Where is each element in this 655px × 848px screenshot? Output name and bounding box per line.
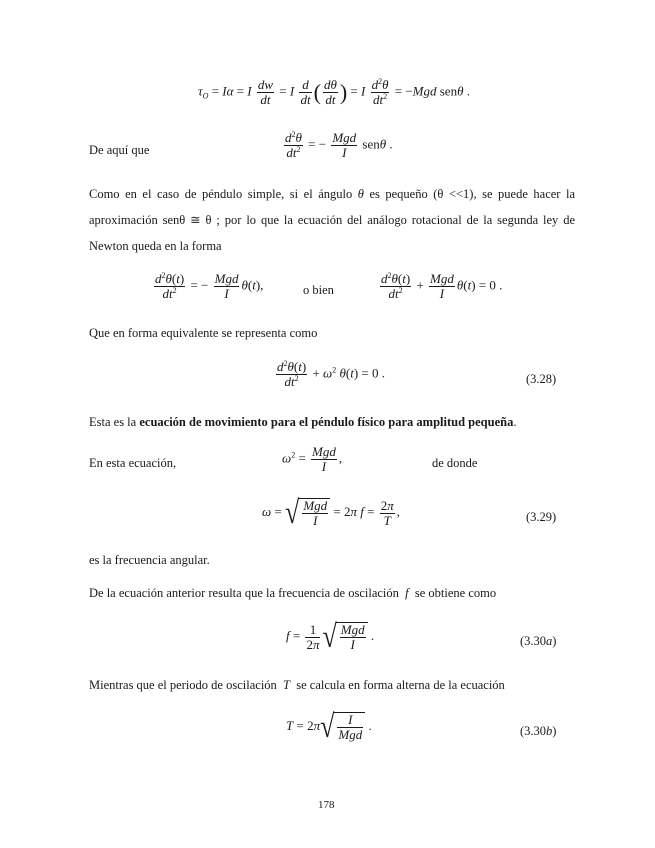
theta-small-inline: (θ <<1) (433, 187, 474, 201)
frecuencia-angular-text: es la frecuencia angular. (89, 553, 210, 567)
de-donde-text: de donde (432, 456, 478, 470)
equation-torque: $\tau_O = I\alpha = I$ $\frac{dw}{dt}$ = I $\frac{d}{dt}$ ( $\frac{d\theta}{dt}$ ) = I $\frac{d^2\theta}{dt^2}$ = −Mgd senθ . (198, 77, 470, 107)
equation-number-3-29: (3.29) (526, 510, 557, 524)
equation-number-3-28: (3.28) (526, 372, 557, 386)
equation-3-30b: T = 2π√ $\frac{I}{\text{Mgd}}$ . (286, 708, 372, 745)
equivalente-text: Que en forma equivalente se representa como (89, 326, 318, 340)
equation-3-28: $\frac{d^2\theta(t)}{dt^2}$ + $\omega^2$ θ(t) = 0 . (277, 359, 386, 389)
paragraph-aproximacion: Como en el caso de péndulo simple, si el ángulo θ es pequeño (θ <<1), se puede hacer la aproximación senθ ≅ θ ; por lo que la ecuación del análogo rotacional de la segunda ley de Newton queda en la forma (89, 187, 576, 253)
page-number: 178 (318, 799, 335, 811)
equation-omega-squared: $\omega^2$ = $\frac{\text{Mgd}}{I}$ , (282, 444, 343, 474)
en-esta-text: En esta ecuación, (89, 456, 177, 470)
o-bien-text: o bien (303, 283, 334, 297)
equation-number-3-30b: (3.30b) (520, 724, 557, 738)
equation-rotacional-2: $\frac{d^2\theta(t)}{dt^2}$ + $\frac{\text{Mgd}}{I}$ θ(t) = 0 . (381, 271, 503, 301)
frecuencia-sentence: De la ecuación anterior resulta que la frecuencia de oscilación f se obtiene como (89, 586, 497, 600)
equation-rotacional-1: $\frac{d^2\theta(t)}{dt^2}$ = − $\frac{\text{Mgd}}{I}$ θ(t), (155, 271, 264, 301)
equation-3-29: ω = √ $\frac{\text{Mgd}}{I}$ = 2π f = $\frac{2\pi}{T}$ , (262, 494, 400, 531)
periodo-sentence: Mientras que el periodo de oscilación T se calcula en forma alterna de la ecuación (89, 678, 505, 692)
equation-number-3-30a: (3.30a) (520, 634, 557, 648)
aprox-inline: senθ ≅ θ (162, 213, 212, 227)
equation-de-aqui: $\frac{d^2\theta}{dt^2}$ = − $\frac{\text{Mgd}}{I}$ senθ . (285, 130, 393, 160)
equation-3-30a: f = $\frac{1}{2\pi}$ √ $\frac{\text{Mgd}}{I}$ . (286, 618, 375, 655)
de-aqui-que-text: De aquí que (89, 143, 150, 157)
definition-bold: ecuación de movimiento para el péndulo físico para amplitud pequeña (139, 415, 514, 429)
definition-sentence: Esta es la ecuación de movimiento para el péndulo físico para amplitud pequeña. (89, 415, 517, 429)
